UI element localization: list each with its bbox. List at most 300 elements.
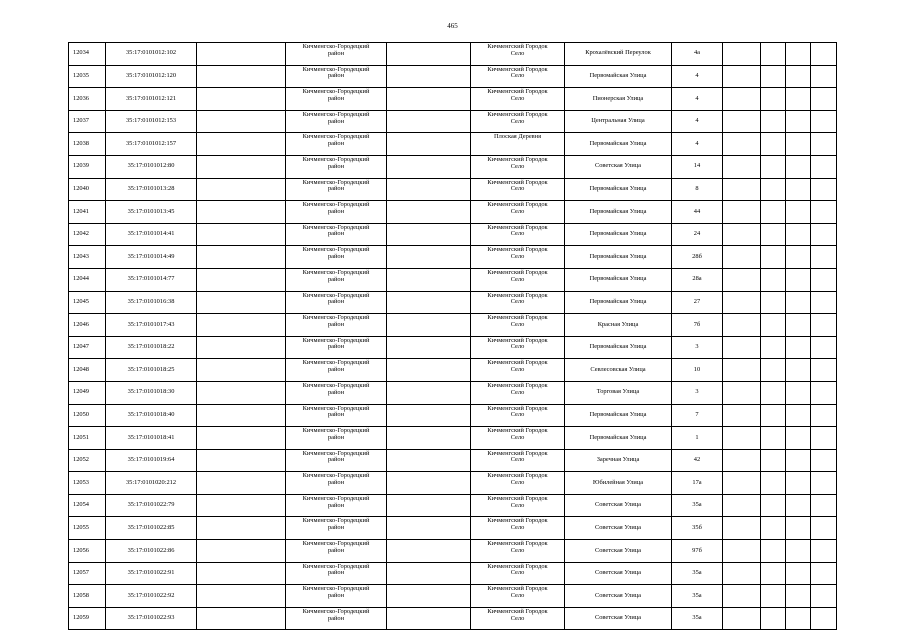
empty-cell [723, 201, 761, 224]
district-cell [286, 246, 387, 269]
empty-cell [197, 359, 286, 382]
empty-cell [786, 155, 811, 178]
street-cell: Советская Улица [565, 607, 672, 630]
empty-cell [197, 449, 286, 472]
empty-cell [387, 494, 471, 517]
street-cell: Советская Улица [565, 562, 672, 585]
house-cell: 97б [672, 540, 723, 563]
row-number-cell: 12034 [69, 43, 106, 66]
locality-cell-line: Кичменгский Городок [487, 178, 548, 186]
empty-cell [197, 65, 286, 88]
district-cell-line: район [327, 94, 345, 102]
district-cell-line: Кичменгско-Городецкий [302, 65, 370, 73]
district-cell-line: Кичменгско-Городецкий [302, 404, 370, 412]
locality-cell-line: Село [510, 94, 525, 102]
street-cell: Торговая Улица [565, 381, 672, 404]
locality-cell-line: Кичменгский Городок [487, 585, 548, 593]
row-number-cell: 12042 [69, 223, 106, 246]
cadastral-number-cell: 35:17:0101014:77 [106, 268, 197, 291]
house-cell: 8 [672, 178, 723, 201]
house-cell: 42 [672, 449, 723, 472]
cadastral-number-cell: 35:17:0101022:92 [106, 585, 197, 608]
locality-cell-line: Село [510, 320, 525, 328]
table-row [69, 43, 837, 66]
empty-cell [197, 381, 286, 404]
empty-cell [811, 472, 837, 495]
table-row [69, 88, 837, 111]
empty-cell [761, 268, 786, 291]
district-cell-line: Кичменгско-Городецкий [302, 246, 370, 254]
empty-cell [761, 110, 786, 133]
district-cell-line: Кичменгско-Городецкий [302, 88, 370, 96]
table-row [69, 314, 837, 337]
empty-cell [811, 607, 837, 630]
district-cell [286, 449, 387, 472]
row-number-cell: 12043 [69, 246, 106, 269]
cadastral-number-cell: 35:17:0101018:25 [106, 359, 197, 382]
cadastral-number-cell: 35:17:0101022:79 [106, 494, 197, 517]
empty-cell [723, 449, 761, 472]
empty-cell [387, 336, 471, 359]
house-cell: 27 [672, 291, 723, 314]
locality-cell [471, 404, 565, 427]
district-cell-line: район [327, 162, 345, 170]
cadastral-number-cell: 35:17:0101016:38 [106, 291, 197, 314]
locality-cell-line: Село [510, 569, 525, 577]
row-number-cell: 12041 [69, 201, 106, 224]
empty-cell [723, 336, 761, 359]
locality-cell [471, 178, 565, 201]
cadastral-number-cell: 35:17:0101012:153 [106, 110, 197, 133]
empty-cell [811, 133, 837, 156]
district-cell-line: район [327, 230, 345, 238]
empty-cell [387, 178, 471, 201]
locality-cell-line: Село [510, 591, 525, 599]
district-cell-line: район [327, 433, 345, 441]
district-cell-line: Кичменгско-Городецкий [302, 178, 370, 186]
locality-cell-line: Кичменгский Городок [487, 291, 548, 299]
row-number-cell: 12044 [69, 268, 106, 291]
district-cell-line: район [327, 614, 345, 622]
empty-cell [387, 427, 471, 450]
empty-cell [786, 133, 811, 156]
house-cell: 44 [672, 201, 723, 224]
empty-cell [387, 359, 471, 382]
table-row [69, 223, 837, 246]
locality-cell-line: Село [510, 501, 525, 509]
district-cell [286, 472, 387, 495]
empty-cell [811, 110, 837, 133]
empty-cell [786, 314, 811, 337]
locality-cell [471, 381, 565, 404]
cadastral-number-cell: 35:17:0101014:41 [106, 223, 197, 246]
table-row [69, 359, 837, 382]
empty-cell [761, 246, 786, 269]
locality-cell-line: Село [510, 366, 525, 374]
district-cell-line: район [327, 501, 345, 509]
street-cell: Первомайская Улица [565, 133, 672, 156]
locality-cell-line: Кичменгский Городок [487, 110, 548, 118]
row-number-cell: 12048 [69, 359, 106, 382]
locality-cell [471, 517, 565, 540]
locality-cell [471, 223, 565, 246]
empty-cell [387, 472, 471, 495]
locality-cell-line: Село [510, 388, 525, 396]
locality-cell-line: Село [510, 185, 525, 193]
locality-cell [471, 540, 565, 563]
empty-cell [786, 88, 811, 111]
empty-cell [761, 65, 786, 88]
table-row [69, 562, 837, 585]
table-row [69, 540, 837, 563]
locality-cell [471, 268, 565, 291]
empty-cell [197, 110, 286, 133]
empty-cell [811, 268, 837, 291]
table-row [69, 381, 837, 404]
empty-cell [387, 517, 471, 540]
empty-cell [761, 607, 786, 630]
empty-cell [723, 404, 761, 427]
cadastral-number-cell: 35:17:0101012:102 [106, 43, 197, 66]
empty-cell [387, 291, 471, 314]
table-row [69, 449, 837, 472]
empty-cell [761, 381, 786, 404]
empty-cell [197, 88, 286, 111]
house-cell: 4а [672, 43, 723, 66]
empty-cell [387, 381, 471, 404]
table-body [69, 43, 837, 630]
empty-cell [786, 65, 811, 88]
empty-cell [786, 246, 811, 269]
street-cell: Первомайская Улица [565, 65, 672, 88]
street-cell: Советская Улица [565, 155, 672, 178]
empty-cell [761, 133, 786, 156]
district-cell-line: район [327, 117, 345, 125]
locality-cell [471, 314, 565, 337]
cadastral-number-cell: 35:17:0101012:120 [106, 65, 197, 88]
empty-cell [786, 359, 811, 382]
empty-cell [786, 43, 811, 66]
locality-cell-line: Кичменгский Городок [487, 65, 548, 73]
street-cell: Первомайская Улица [565, 404, 672, 427]
row-number-cell: 12046 [69, 314, 106, 337]
empty-cell [387, 314, 471, 337]
row-number-cell: 12056 [69, 540, 106, 563]
district-cell-line: район [327, 343, 345, 351]
locality-cell-line: Село [510, 162, 525, 170]
district-cell-line: район [327, 524, 345, 532]
page-number: 465 [447, 22, 458, 30]
district-cell [286, 43, 387, 66]
district-cell-line: Кичменгско-Городецкий [302, 291, 370, 299]
locality-cell [471, 110, 565, 133]
district-cell-line: Кичменгско-Городецкий [302, 494, 370, 502]
district-cell-line: район [327, 275, 345, 283]
locality-cell-line: Село [510, 49, 525, 57]
cadastral-number-cell: 35:17:0101012:80 [106, 155, 197, 178]
district-cell-line: район [327, 366, 345, 374]
house-cell: 4 [672, 88, 723, 111]
locality-cell-line: Кичменгский Городок [487, 607, 548, 615]
cadastral-number-cell: 35:17:0101022:93 [106, 607, 197, 630]
district-cell-line: район [327, 140, 345, 148]
locality-cell-line: Кичменгский Городок [487, 540, 548, 548]
empty-cell [761, 291, 786, 314]
row-number-cell: 12055 [69, 517, 106, 540]
empty-cell [197, 562, 286, 585]
district-cell-line: район [327, 569, 345, 577]
table-row [69, 494, 837, 517]
empty-cell [761, 314, 786, 337]
table-row [69, 268, 837, 291]
street-cell: Севлесовская Улица [565, 359, 672, 382]
empty-cell [387, 65, 471, 88]
table-row [69, 291, 837, 314]
table-row [69, 246, 837, 269]
empty-cell [786, 562, 811, 585]
empty-cell [811, 381, 837, 404]
house-cell: 35а [672, 607, 723, 630]
empty-cell [761, 472, 786, 495]
empty-cell [786, 449, 811, 472]
district-cell-line: район [327, 456, 345, 464]
empty-cell [723, 427, 761, 450]
locality-cell-line: Село [510, 275, 525, 283]
street-cell: Советская Улица [565, 494, 672, 517]
district-cell [286, 540, 387, 563]
empty-cell [387, 246, 471, 269]
empty-cell [786, 178, 811, 201]
empty-cell [811, 88, 837, 111]
locality-cell [471, 427, 565, 450]
district-cell-line: Кичменгско-Городецкий [302, 472, 370, 480]
empty-cell [811, 246, 837, 269]
cadastral-number-cell: 35:17:0101012:121 [106, 88, 197, 111]
empty-cell [811, 494, 837, 517]
empty-cell [387, 585, 471, 608]
street-cell: Советская Улица [565, 585, 672, 608]
locality-cell [471, 562, 565, 585]
empty-cell [786, 494, 811, 517]
empty-cell [786, 268, 811, 291]
empty-cell [786, 540, 811, 563]
empty-cell [811, 223, 837, 246]
row-number-cell: 12036 [69, 88, 106, 111]
empty-cell [723, 517, 761, 540]
empty-cell [197, 43, 286, 66]
district-cell [286, 88, 387, 111]
locality-cell-line: Кичменгский Городок [487, 449, 548, 457]
district-cell [286, 517, 387, 540]
empty-cell [811, 43, 837, 66]
locality-cell [471, 43, 565, 66]
empty-cell [197, 223, 286, 246]
table-row [69, 585, 837, 608]
empty-cell [761, 540, 786, 563]
empty-cell [197, 291, 286, 314]
empty-cell [723, 540, 761, 563]
empty-cell [387, 88, 471, 111]
row-number-cell: 12054 [69, 494, 106, 517]
empty-cell [761, 178, 786, 201]
empty-cell [723, 88, 761, 111]
empty-cell [723, 178, 761, 201]
empty-cell [387, 540, 471, 563]
locality-cell-line: Кичменгский Городок [487, 314, 548, 322]
locality-cell [471, 607, 565, 630]
empty-cell [811, 585, 837, 608]
district-cell [286, 359, 387, 382]
street-cell: Советская Улица [565, 540, 672, 563]
cadastral-number-cell: 35:17:0101022:91 [106, 562, 197, 585]
empty-cell [723, 472, 761, 495]
street-cell: Крохалёвский Переулок [565, 43, 672, 66]
cadastral-number-cell: 35:17:0101022:86 [106, 540, 197, 563]
empty-cell [197, 540, 286, 563]
table-row [69, 517, 837, 540]
empty-cell [387, 449, 471, 472]
empty-cell [761, 43, 786, 66]
row-number-cell: 12049 [69, 381, 106, 404]
house-cell: 14 [672, 155, 723, 178]
street-cell: Центральная Улица [565, 110, 672, 133]
empty-cell [761, 155, 786, 178]
cadastral-number-cell: 35:17:0101018:41 [106, 427, 197, 450]
empty-cell [197, 178, 286, 201]
locality-cell-line: Кичменгский Городок [487, 268, 548, 276]
street-cell: Первомайская Улица [565, 201, 672, 224]
cadastral-number-cell: 35:17:0101018:30 [106, 381, 197, 404]
empty-cell [387, 562, 471, 585]
street-cell: Красная Улица [565, 314, 672, 337]
empty-cell [387, 268, 471, 291]
district-cell-line: район [327, 49, 345, 57]
empty-cell [723, 268, 761, 291]
empty-cell [723, 43, 761, 66]
district-cell-line: Кичменгско-Городецкий [302, 517, 370, 525]
empty-cell [197, 472, 286, 495]
empty-cell [761, 201, 786, 224]
locality-cell [471, 201, 565, 224]
district-cell-line: район [327, 591, 345, 599]
house-cell: 35а [672, 562, 723, 585]
district-cell [286, 562, 387, 585]
locality-cell-line: Кичменгский Городок [487, 562, 548, 570]
house-cell: 10 [672, 359, 723, 382]
locality-cell [471, 88, 565, 111]
row-number-cell: 12035 [69, 65, 106, 88]
empty-cell [761, 585, 786, 608]
district-cell-line: Кичменгско-Городецкий [302, 201, 370, 209]
district-cell-line: Кичменгско-Городецкий [302, 133, 370, 141]
row-number-cell: 12038 [69, 133, 106, 156]
district-cell-line: район [327, 388, 345, 396]
house-cell: 35б [672, 517, 723, 540]
empty-cell [811, 65, 837, 88]
table-row [69, 65, 837, 88]
row-number-cell: 12057 [69, 562, 106, 585]
district-cell [286, 585, 387, 608]
district-cell [286, 314, 387, 337]
empty-cell [761, 427, 786, 450]
locality-cell-line: Кичменгский Городок [487, 517, 548, 525]
street-cell: Советская Улица [565, 517, 672, 540]
empty-cell [811, 201, 837, 224]
table-row [69, 201, 837, 224]
empty-cell [387, 43, 471, 66]
row-number-cell: 12052 [69, 449, 106, 472]
empty-cell [786, 404, 811, 427]
locality-cell [471, 155, 565, 178]
cadastral-number-cell: 35:17:0101013:45 [106, 201, 197, 224]
locality-cell-line: Кичменгский Городок [487, 88, 548, 96]
cadastral-number-cell: 35:17:0101013:28 [106, 178, 197, 201]
street-cell: Первомайская Улица [565, 268, 672, 291]
locality-cell-line: Село [510, 207, 525, 215]
empty-cell [786, 517, 811, 540]
locality-cell-line: Кичменгский Городок [487, 472, 548, 480]
empty-cell [723, 246, 761, 269]
empty-cell [197, 268, 286, 291]
district-cell-line: район [327, 185, 345, 193]
locality-cell-line: Кичменгский Городок [487, 336, 548, 344]
empty-cell [197, 201, 286, 224]
empty-cell [786, 291, 811, 314]
locality-cell-line: Кичменгский Городок [487, 43, 548, 50]
house-cell: 3 [672, 336, 723, 359]
empty-cell [786, 110, 811, 133]
empty-cell [811, 291, 837, 314]
district-cell-line: Кичменгско-Городецкий [302, 155, 370, 163]
empty-cell [197, 404, 286, 427]
district-cell-line: Кичменгско-Городецкий [302, 43, 370, 50]
house-cell: 4 [672, 110, 723, 133]
district-cell [286, 427, 387, 450]
row-number-cell: 12053 [69, 472, 106, 495]
district-cell [286, 155, 387, 178]
district-cell-line: район [327, 298, 345, 306]
empty-cell [761, 336, 786, 359]
locality-cell [471, 133, 565, 156]
empty-cell [387, 155, 471, 178]
empty-cell [387, 607, 471, 630]
district-cell-line: район [327, 546, 345, 554]
district-cell [286, 65, 387, 88]
district-cell-line: Кичменгско-Городецкий [302, 314, 370, 322]
empty-cell [197, 246, 286, 269]
empty-cell [811, 155, 837, 178]
street-cell: Первомайская Улица [565, 427, 672, 450]
district-cell-line: Кичменгско-Городецкий [302, 110, 370, 118]
row-number-cell: 12050 [69, 404, 106, 427]
district-cell-line: Кичменгско-Городецкий [302, 223, 370, 231]
house-cell: 3 [672, 381, 723, 404]
district-cell [286, 110, 387, 133]
district-cell [286, 381, 387, 404]
locality-cell [471, 359, 565, 382]
table-row [69, 110, 837, 133]
empty-cell [786, 381, 811, 404]
row-number-cell: 12037 [69, 110, 106, 133]
locality-cell [471, 336, 565, 359]
locality-cell [471, 291, 565, 314]
district-cell-line: Кичменгско-Городецкий [302, 381, 370, 389]
empty-cell [197, 314, 286, 337]
locality-cell [471, 449, 565, 472]
district-cell-line: район [327, 320, 345, 328]
empty-cell [387, 223, 471, 246]
empty-cell [723, 585, 761, 608]
